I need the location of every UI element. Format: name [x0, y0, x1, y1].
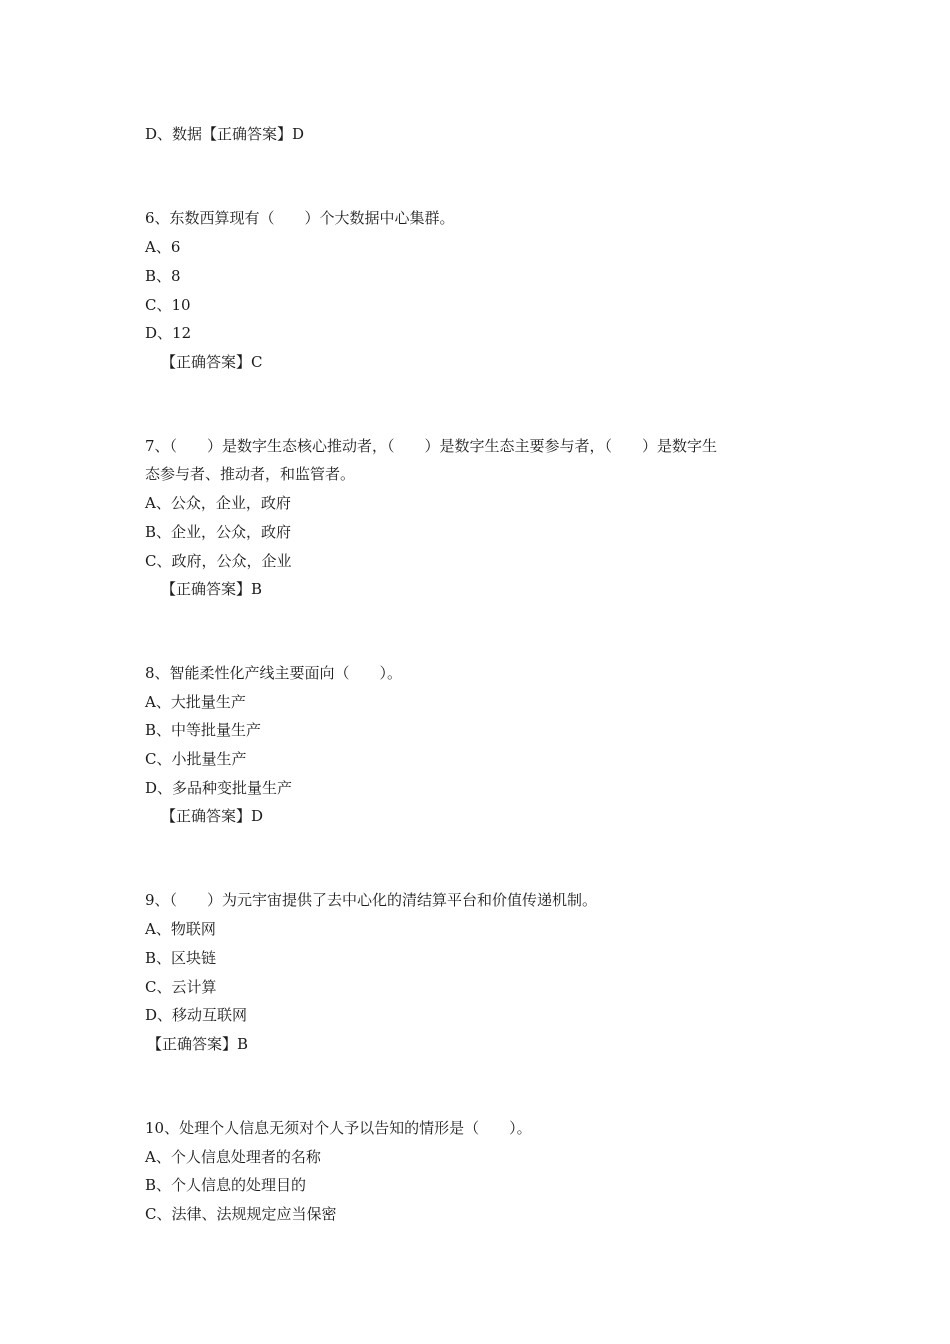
- q6-option-a: A、6: [145, 238, 181, 256]
- q7-answer: 【正确答案】B: [161, 580, 263, 598]
- q10-option-a: A、个人信息处理者的名称: [145, 1148, 321, 1166]
- q7-option-c: C、政府，公众，企业: [145, 552, 292, 570]
- q9-stem: 9、（ ）为元宇宙提供了去中心化的清结算平台和价值传递机制。: [145, 891, 598, 909]
- q8-option-d: D、多品种变批量生产: [145, 779, 293, 797]
- q8-stem: 8、智能柔性化产线主要面向（ ）。: [145, 664, 403, 682]
- prev-option-d-with-answer: D、数据【正确答案】D: [145, 125, 305, 143]
- q9-option-c: C、云计算: [145, 978, 217, 996]
- q9-answer: 【正确答案】B: [147, 1035, 249, 1053]
- q8-option-b: B、中等批量生产: [145, 721, 262, 739]
- q9-option-a: A、物联网: [145, 920, 216, 938]
- q10-stem: 10、处理个人信息无须对个人予以告知的情形是（ ）。: [145, 1119, 532, 1137]
- q6-option-c: C、10: [145, 296, 191, 314]
- q10-option-c: C、法律、法规规定应当保密: [145, 1205, 337, 1223]
- q8-answer: 【正确答案】D: [161, 807, 264, 825]
- q10-option-b: B、个人信息的处理目的: [145, 1176, 307, 1194]
- q6-option-d: D、12: [145, 324, 192, 342]
- q8-option-a: A、大批量生产: [145, 693, 246, 711]
- q7-stem-line1: 7、（ ）是数字生态核心推动者，（ ）是数字生态主要参与者，（ ）是数字生: [145, 437, 718, 455]
- q7-option-a: A、公众，企业，政府: [145, 494, 291, 512]
- q6-stem: 6、东数西算现有（ ）个大数据中心集群。: [145, 209, 455, 227]
- q6-option-b: B、8: [145, 267, 181, 285]
- q6-answer: 【正确答案】C: [161, 353, 263, 371]
- q9-option-b: B、区块链: [145, 949, 217, 967]
- q7-option-b: B、企业，公众，政府: [145, 523, 292, 541]
- q8-option-c: C、小批量生产: [145, 750, 247, 768]
- q9-option-d: D、移动互联网: [145, 1006, 248, 1024]
- q7-stem-line2: 态参与者、推动者，和监管者。: [145, 465, 356, 483]
